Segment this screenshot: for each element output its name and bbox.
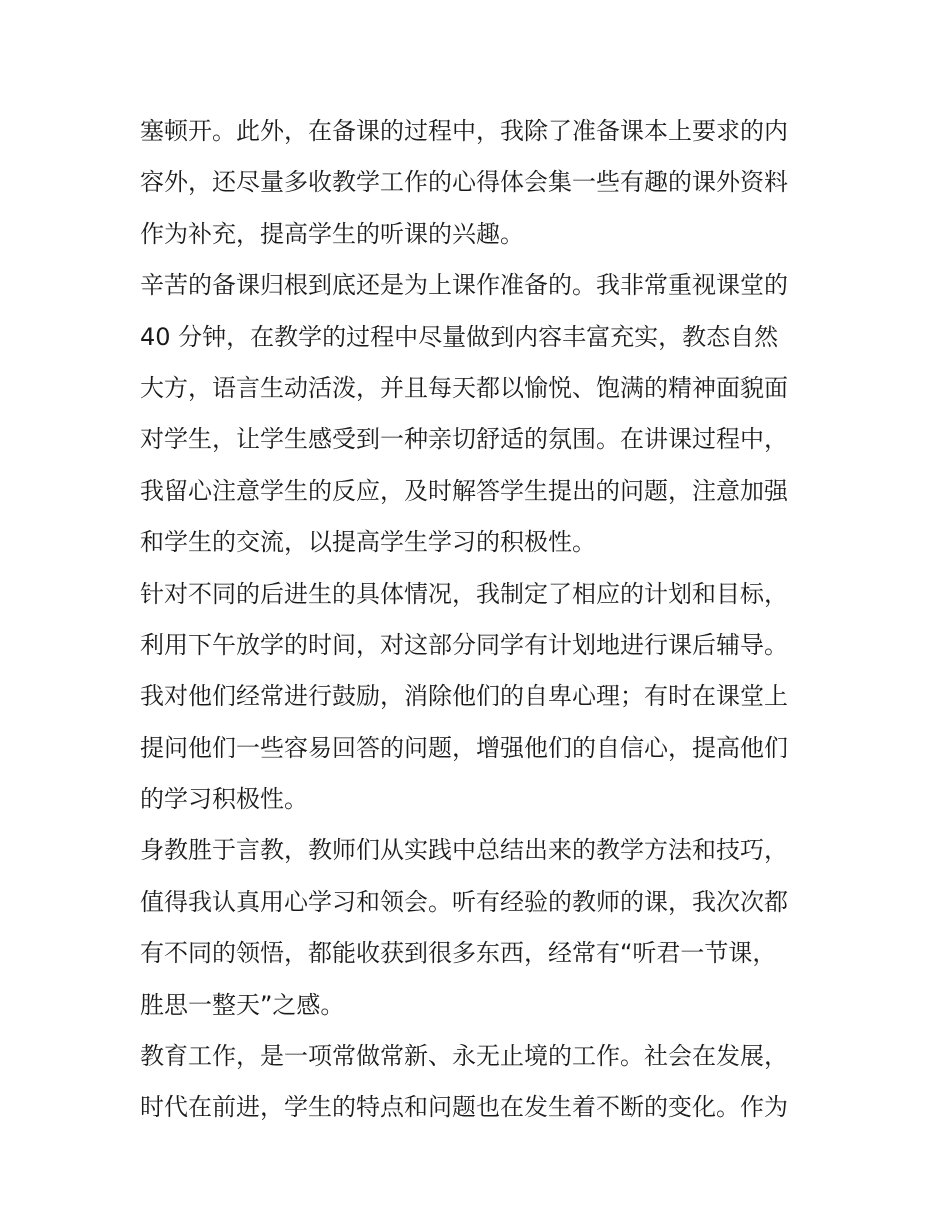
text-line: 塞顿开。此外，在备课的过程中，我除了准备课本上要求的内 xyxy=(140,117,788,145)
text-line: 提问他们一些容易回答的问题，增强他们的自信心，提高他们 xyxy=(140,733,788,762)
text-line: 利用下午放学的时间，对这部分同学有计划地进行课后辅导。 xyxy=(140,630,788,659)
text-line: 对学生，让学生感受到一种亲切舒适的氛围。在讲课过程中， xyxy=(140,425,788,454)
text-line: 容外，还尽量多收教学工作的心得体会集一些有趣的课外资料 xyxy=(140,168,788,197)
text-line: 时代在前进，学生的特点和问题也在发生着不断的变化。作为 xyxy=(140,1093,788,1122)
text-line: 作为补充，提高学生的听课的兴趣。 xyxy=(140,219,524,248)
text-line: 和学生的交流，以提高学生学习的积极性。 xyxy=(140,528,596,557)
text-line: 值得我认真用心学习和领会。听有经验的教师的课，我次次都 xyxy=(140,887,788,916)
text-line: 我对他们经常进行鼓励，消除他们的自卑心理；有时在课堂上 xyxy=(140,682,788,711)
text-line: 辛苦的备课归根到底还是为上课作准备的。我非常重视课堂的 xyxy=(140,271,788,300)
text-line: 教育工作，是一项常做常新、永无止境的工作。社会在发展， xyxy=(140,1042,788,1071)
text-line: 大方，语言生动活泼，并且每天都以愉悦、饱满的精神面貌面 xyxy=(140,373,788,402)
text-line: 我留心注意学生的反应，及时解答学生提出的问题，注意加强 xyxy=(140,476,788,505)
text-line: 有不同的领悟，都能收获到很多东西，经常有“听君一节课， xyxy=(140,939,777,968)
document-body xyxy=(140,106,830,1134)
text-line: 针对不同的后进生的具体情况，我制定了相应的计划和目标， xyxy=(140,579,788,608)
text-line: 胜思一整天”之感。 xyxy=(140,990,345,1019)
text-line: 的学习积极性。 xyxy=(140,785,308,814)
text-line: 40 分钟，在教学的过程中尽量做到内容丰富充实，教态自然 xyxy=(140,322,779,351)
text-line: 身教胜于言教，教师们从实践中总结出来的教学方法和技巧， xyxy=(140,836,788,865)
